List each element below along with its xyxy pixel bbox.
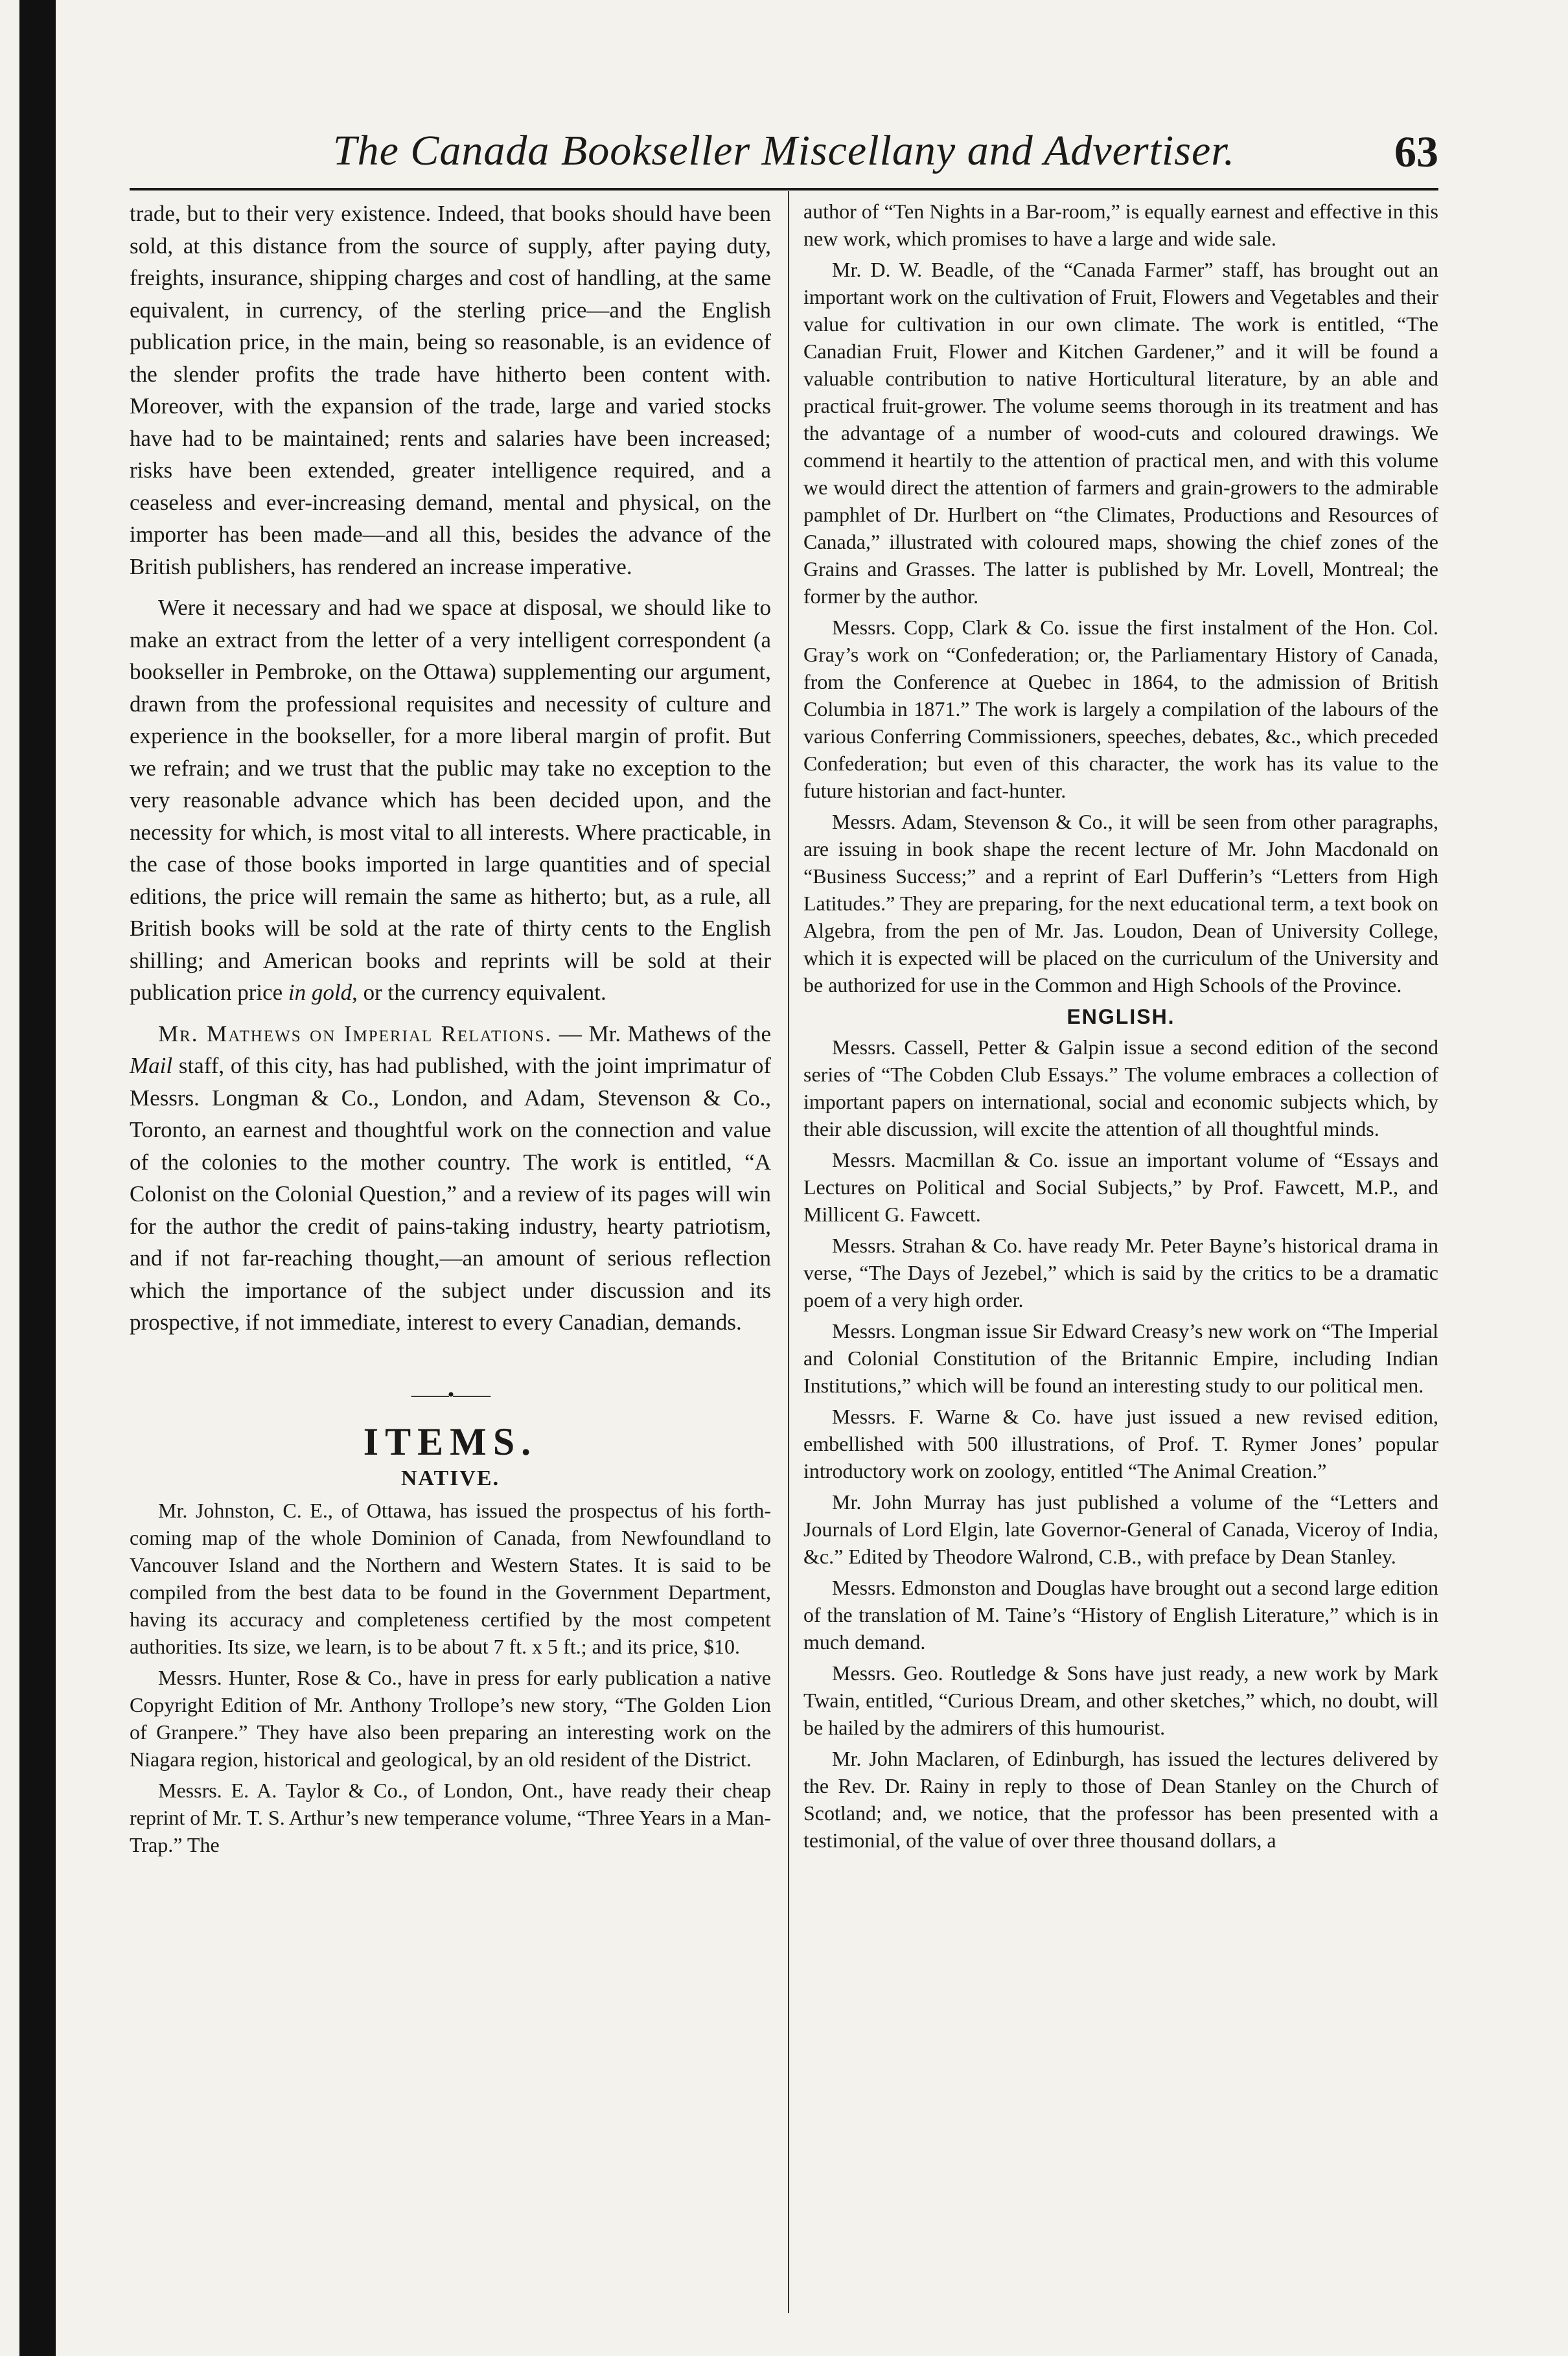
item-paragraph: Messrs. Macmillan & Co. issue an important volume of “Essays and Lectures on Political and Social Subjects,” by Prof. Fawcett, M.P., and Millicent G. Fawcett. — [803, 1148, 1438, 1226]
mathews-text-2: staff, of this city, has had published, with the joint imprimatur of Messrs. Longman & Co., London, and Adam, Stevenson & Co., Toronto, an earnest and thoughtful work on the connection and value of the colonies to the mother country. The work is entitled, “A Colonist on the Colonial Question,” and a review of its pages will win for the author the credit of pains-taking industry, hearty patriotism, and if not far-reaching thought,—an amount of serious reflection which the importance of the subject under discussion and its prospective, if not immediate, interest to every Canadian, demands. — [130, 1053, 771, 1335]
item-paragraph: Messrs. Edmonston and Douglas have brought out a second large edition of the translation of M. Taine’s “History of English Literature,” which is in much demand. — [803, 1576, 1438, 1654]
left-column — [130, 198, 771, 1858]
item-paragraph: Messrs. Hunter, Rose & Co., have in press for early publication a native Copyright Edition of Mr. Anthony Trollope’s new story, “The Golden Lion of Granpere.” They have also been preparing an interesting work on the Niagara region, historical and geological, by an old resident of the District. — [130, 1665, 771, 1771]
section-ornament: ——•—— — [411, 1383, 490, 1405]
item-paragraph: Mr. John Maclaren, of Edinburgh, has issued the lectures delivered by the Rev. Dr. Rainy in reply to those of Dean Stanley on the Church of Scotland; and, we notice, that the professor has been presented with a testimonial, of the value of over three thousand dollars, a — [803, 1747, 1438, 1852]
item-paragraph: Messrs. Cassell, Petter & Galpin issue a second edition of the second series of “The Cobden Club Essays.” The volume embraces a collection of important papers on international, social and economic subjects which, by their able discussion, will excite the attention of all thoughtful minds. — [803, 1035, 1438, 1140]
item-paragraph: Messrs. Strahan & Co. have ready Mr. Peter Bayne’s historical drama in verse, “The Days of Jezebel,” which is said by the critics to be a dramatic poem of a very high order. — [803, 1234, 1438, 1311]
mathews-heading: Mr. Mathews on Imperial Relations. — [158, 1021, 553, 1046]
native-heading: NATIVE. — [400, 1466, 500, 1490]
item-paragraph: Messrs. Copp, Clark & Co. issue the first instalment of the Hon. Col. Gray’s work on “Confederation; or, the Parliamentary History of Canada, from the Conference at Quebec in 1864, to the admission of British Columbia in 1871.” The work is largely a compilation of the labours of the various Conferring Commissioners, speeches, debates, &c., which preceded Confederation; but even of this character, the work has its value to the future historian and fact-hunter. — [803, 616, 1438, 802]
item-paragraph: Messrs. F. Warne & Co. have just issued a new revised edition, embellished with 500 illustrations, of Prof. T. Rymer Jones’ popular introductory work on zoology, entitled “The Animal Creation.” — [803, 1405, 1438, 1483]
article-paragraph-tail: , or the currency equivalent. — [352, 980, 606, 1005]
book-binding-edge — [19, 0, 56, 2356]
article-paragraph: trade, but to their very existence. Indeed, that books should have been sold, at this distance from the source of supply, after paying duty, freights, insurance, shipping charges and cost of handling, at the same equivalent, in currency, of the sterling price—and the English publication price, in the main, being so reasonable, is an evidence of the slender profits the trade have hitherto been content with. Moreover, with the expansion of the trade, large and varied stocks have had to be maintained; rents and salaries have been increased; risks have been extended, greater intelligence required, and a ceaseless and ever-increasing demand, mental and physical, on the importer has been made—and all this, besides the advance of the British publishers, has rendered an increase imperative. — [130, 201, 771, 579]
page-header — [130, 126, 1438, 185]
header-rule — [130, 188, 1438, 191]
native-items — [130, 1497, 771, 1858]
page-number: 63 — [1394, 127, 1438, 176]
mail-title: Mail — [130, 1053, 173, 1078]
item-paragraph: Mr. D. W. Beadle, of the “Canada Farmer” staff, has brought out an important work on the cultivation of Fruit, Flowers and Vegetables and their value for cultivation in our own climate. The work is entitled, “The Canadian Fruit, Flower and Kitchen Gardener,” and it will be found a valuable contribution to native Horticultural literature, by an able and practical fruit-grower. The volume seems thorough in its treatment and has the advantage of a number of wood-cuts and coloured drawings. We commend it heartily to the attention of practical men, and with this volume we would direct the attention of farmers and grain-growers to the admirable pamphlet of Dr. Hurlbert on “the Climates, Productions and Resources of Canada,” illustrated with coloured maps, showing the chief zones of the Grains and Grasses. The latter is published by Mr. Lovell, Montreal; the former by the author. — [803, 258, 1438, 608]
mathews-text-1: — Mr. Mathews of the — [552, 1021, 771, 1046]
running-title: The Canada Bookseller Miscellany and Advertiser. — [332, 127, 1236, 174]
english-heading: ENGLISH. — [1066, 1005, 1175, 1028]
item-paragraph: Mr. Johnston, C. E., of Ottawa, has issued the prospectus of his forth-coming map of the whole Dominion of Canada, from Newfoundland to Vancouver Island and the Northern and Western States. It is said to be compiled from the best data to be found in the Government Department, having its accuracy and completeness certified by the most competent authorities. Its size, we learn, is to be about 7 ft. x 5 ft.; and its price, $10. — [130, 1498, 771, 1658]
in-gold-phrase: in gold — [288, 980, 352, 1005]
article-paragraph-text: Were it necessary and had we space at disposal, we should like to make an extract from the letter of a very intelligent correspondent (a bookseller in Pembroke, on the Ottawa) supplementing our argument, drawn from the professional requisites and necessity of culture and experience in the bookseller, for a more liberal margin of profit. But we refrain; and we trust that the public may take no exception to the very reasonable advance which has been decided upon, and the necessity for which, is most vital to all interests. Where practicable, in the case of those books imported in large quantities and of special editions, the price will remain the same as hitherto; but, as a rule, all British books will be sold at the rate of thirty cents to the English shilling; and American books and reprints will be sold at their publication price — [130, 595, 771, 1005]
item-paragraph: Messrs. Longman issue Sir Edward Creasy’s new work on “The Imperial and Colonial Constitution of the Britannic Empire, including Indian Institutions,” which will be found an interesting study to our political men. — [803, 1319, 1438, 1397]
items-heading: ITEMS. — [363, 1420, 538, 1463]
item-paragraph: Mr. John Murray has just published a volume of the “Letters and Journals of Lord Elgin, late Governor-General of Canada, Viceroy of India, &c.” Edited by Theodore Walrond, C.B., with preface by Dean Stanley. — [803, 1490, 1438, 1568]
right-column — [803, 198, 1438, 1854]
column-divider — [788, 191, 789, 2313]
article-paragraph — [130, 592, 771, 1009]
mathews-paragraph — [130, 1018, 771, 1339]
item-paragraph: author of “Ten Nights in a Bar-room,” is equally earnest and effective in this new work, which promises to have a large and wide sale. — [803, 200, 1438, 250]
item-paragraph: Messrs. Geo. Routledge & Sons have just ready, a new work by Mark Twain, entitled, “Curious Dream, and other sketches,” which, no doubt, will be hailed by the admirers of this humourist. — [803, 1661, 1438, 1739]
item-paragraph: Messrs. Adam, Stevenson & Co., it will be seen from other paragraphs, are issuing in book shape the recent lecture of Mr. John Macdonald on “Business Success;” and a reprint of Earl Dufferin’s “Letters from High Latitudes.” They are preparing, for the next educational term, a text book on Algebra, from the pen of Mr. Jas. Loudon, Dean of University College, which it is expected will be placed on the curriculum of the University and be authorized for use in the Common and High Schools of the Province. — [803, 810, 1438, 997]
item-paragraph: Messrs. E. A. Taylor & Co., of London, Ont., have ready their cheap reprint of Mr. T. S. Arthur’s new temperance volume, “Three Years in a Man-Trap.” The — [130, 1778, 771, 1856]
lead-article — [130, 198, 771, 1339]
